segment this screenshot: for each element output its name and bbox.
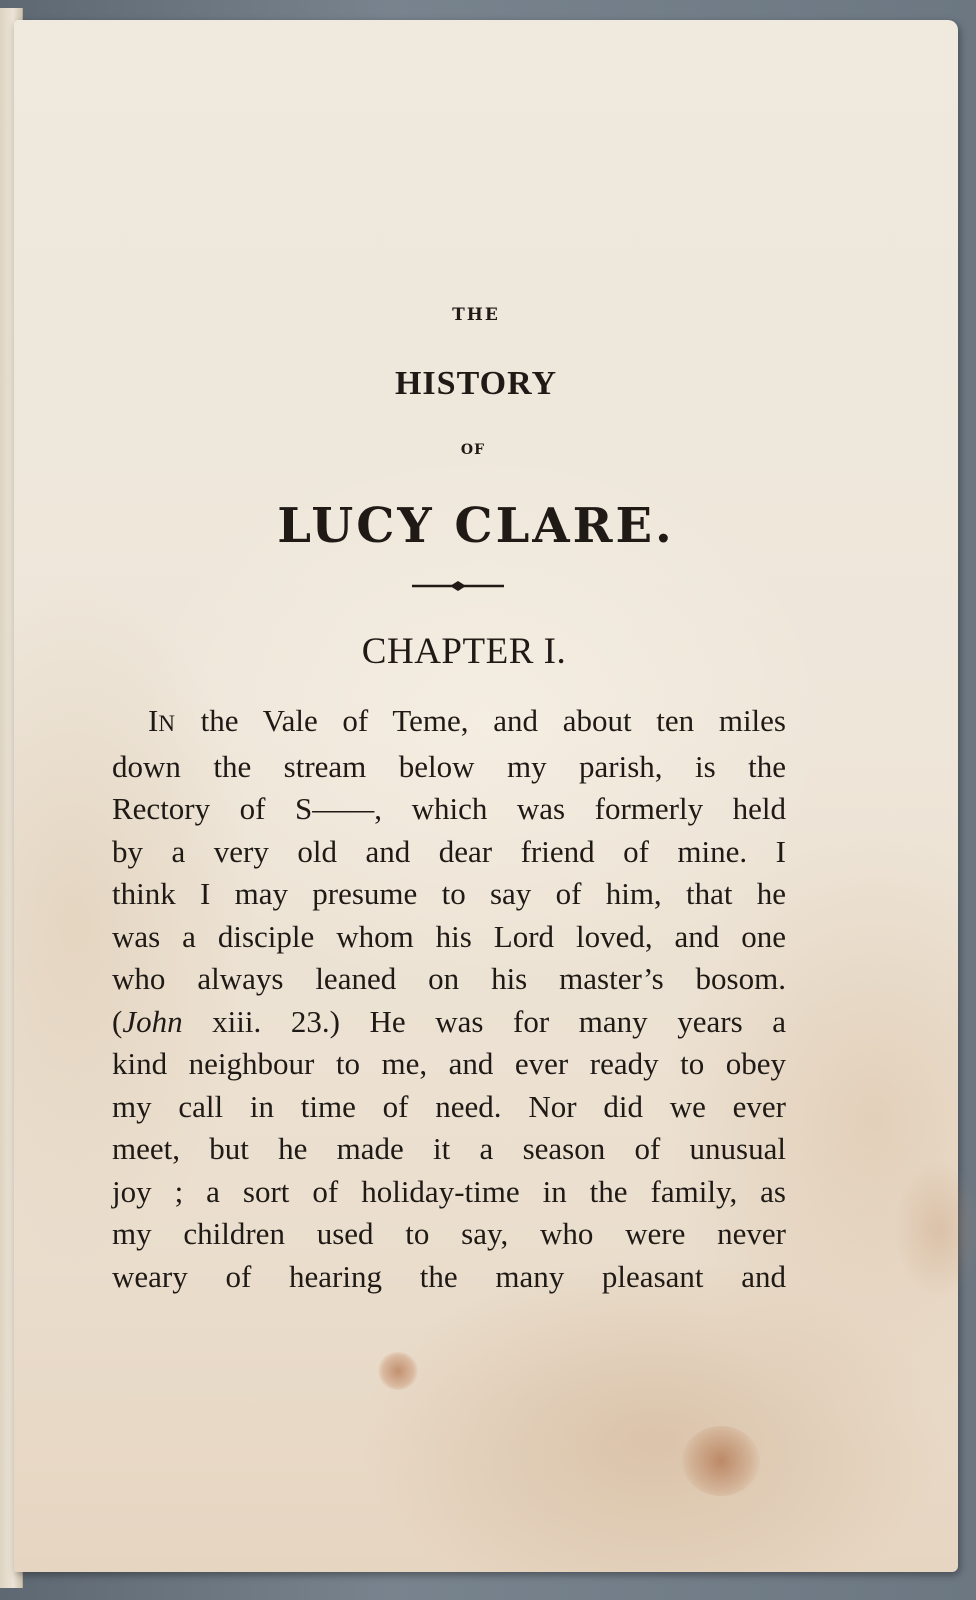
title-history: HISTORY <box>394 365 557 402</box>
chapter-heading: CHAPTER I. <box>361 631 567 672</box>
title-the: THE <box>452 305 500 325</box>
text-line: joy ; a sort of holiday-time in the family, as <box>112 1173 786 1209</box>
text-line: my children used to say, who were never <box>112 1216 786 1251</box>
text-line: think I may presume to say of him, that he <box>112 876 786 911</box>
body-paragraph <box>112 700 786 1298</box>
text-line: weary of hearing the many pleasant and <box>112 1258 786 1294</box>
text-line <box>112 700 786 746</box>
book-title: LUCY CLARE. <box>277 498 675 554</box>
drop-initial: I <box>148 703 159 738</box>
text-line: who always leaned on his master’s bosom. <box>112 961 786 996</box>
ornament-divider-icon <box>410 578 506 594</box>
book-page <box>14 20 958 1572</box>
title-of: OF <box>460 442 486 458</box>
text-line: meet, but he made it a season of unusual <box>112 1131 786 1166</box>
text-line: by a very old and dear friend of mine. I <box>112 833 786 869</box>
text-line: my call in time of need. Nor did we ever <box>112 1088 786 1124</box>
text-line-content: xiii. 23.) He was for many years a <box>182 1003 786 1039</box>
page-text <box>14 20 958 1572</box>
open-paren: ( <box>112 1003 123 1039</box>
small-caps-text: N <box>158 711 176 736</box>
text-line <box>112 1001 786 1044</box>
text-line-content: the Vale of Teme, and about ten miles <box>175 703 786 738</box>
text-line: was a disciple whom his Lord loved, and one <box>112 918 786 954</box>
text-line: down the stream below my parish, is the <box>112 748 786 784</box>
text-line: kind neighbour to me, and ever ready to obey <box>112 1046 786 1081</box>
text-line: Rectory of S——, which was formerly held <box>112 791 786 826</box>
scripture-book: John <box>122 1003 183 1039</box>
